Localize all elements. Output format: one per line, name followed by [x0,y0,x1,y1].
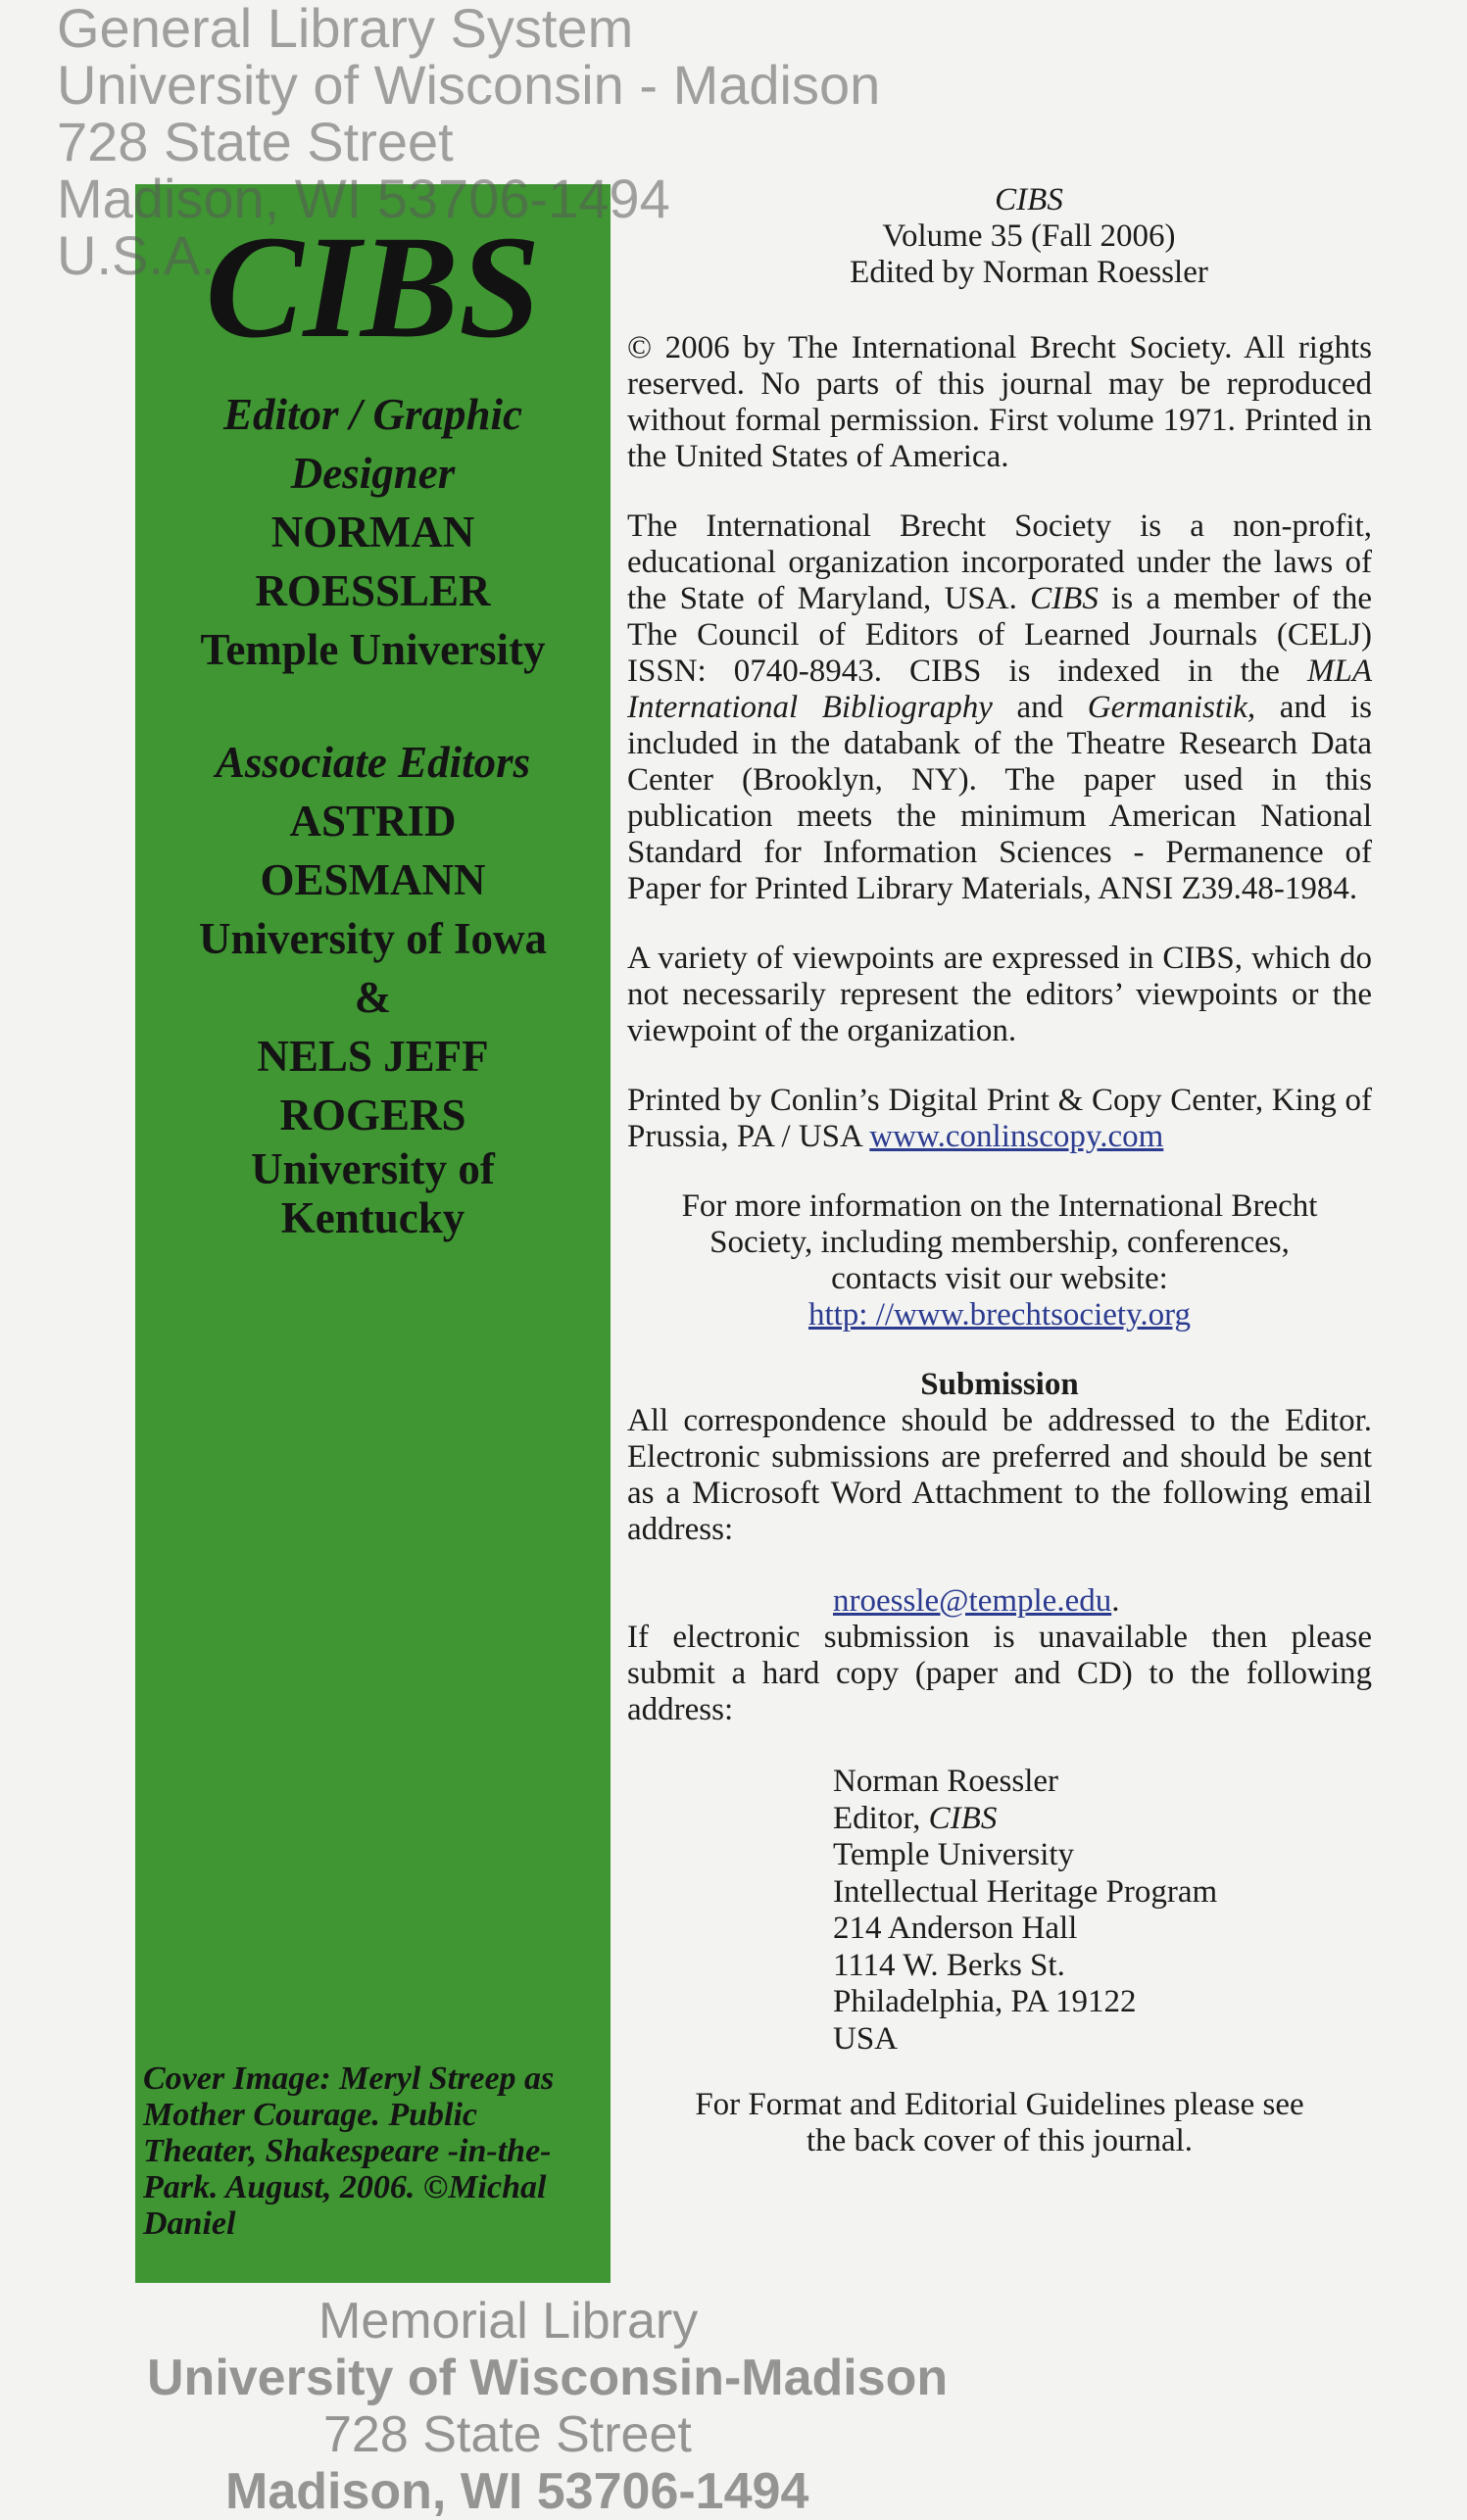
library-stamp-top [57,0,880,284]
associate-editor-2-last: ROGERS [279,1090,466,1139]
submission-text: All correspondence should be addressed to the Editor. Electronic submissions are preferred and should be sent as a Microsoft Word Attachment to the following email address: [627,1403,1372,1547]
stamp-line: Memorial Library [318,2293,699,2350]
printer-credit: Printed by Conlin’s Digital Print & Copy Center, King of Prussia, PA / USA www.conlinscopy.com [627,1083,1372,1154]
edited-by: Edited by Norman Roessler [850,255,1208,290]
editorial-sidebar [135,184,611,2283]
hardcopy-instructions: If electronic submission is unavailable then please submit a hard copy (paper and CD) to the following address: [627,1620,1372,1727]
stamp-line: University of Wisconsin-Madison [147,2350,949,2406]
editor-affiliation: Temple University [200,625,546,674]
mailing-address: Norman Roessler Editor, CIBS Temple University Intellectual Heritage Program 214 Anderson Hall 1114 W. Berks St. Philadelphia, PA 19122 USA [833,1764,1218,2057]
editor-name-last: ROESSLER [255,566,491,615]
stamp-line: General Library System [57,0,634,59]
associate-editors-role: Associate Editors [215,738,531,787]
volume-info: Volume 35 (Fall 2006) [882,218,1176,254]
society-description: The International Brecht Society is a non-profit, educational organization incorporated under the laws of the State of Maryland, USA. CIBS is a member of the The Council of Editors of Learned Journals (CELJ) ISSN: 0740-8943. CIBS is indexed in the MLA International Bibliography and Germanistik, and is included in the databank of the Theatre Research Data Center (Brooklyn, NY). The paper used in this publication meets the minimum American National Standard for Information Sciences - Permanence of Paper for Printed Library Materials, ANSI Z39.48-1984. [627,509,1372,906]
associate-editor-2-affiliation-2: Kentucky [280,1193,465,1242]
journal-name: CIBS [995,182,1063,218]
associate-editor-1-first: ASTRID [289,797,457,846]
editor-name-first: NORMAN [270,508,475,557]
copyright-notice: © 2006 by The International Brecht Society. All rights reserved. No parts of this journal may be reproduced without formal permission. First volume 1971. Printed in the United States of America. [627,330,1372,474]
stamp-line: 728 State Street [323,2406,692,2463]
stamp-line: 728 State Street [57,111,454,172]
library-stamp-bottom [147,2293,948,2520]
cover-image-caption: Cover Image: Meryl Streep as Mother Courage. Public Theater, Shakespeare -in-the-Park. August, 2006. ©Michal Daniel [143,2060,555,2242]
stamp-line: Madison, WI 53706-1494 [57,168,670,229]
ampersand: & [354,973,392,1022]
printer-website-link[interactable]: www.conlinscopy.com [869,1119,1164,1154]
editor-role: Editor / Graphic Designer [222,390,523,498]
editor-email-link[interactable]: nroessle@temple.edu [833,1583,1112,1619]
associate-editor-1-last: OESMANN [260,855,486,904]
journal-logo: CIBS [205,206,541,368]
associate-editor-2-affiliation-1: University of [251,1144,495,1193]
editor-credits [135,385,611,1242]
associate-editor-2-first: NELS JEFF [257,1032,489,1081]
submission-email: nroessle@temple.edu. [833,1583,1120,1619]
society-info: For more information on the International Brecht Society, including membership, conferences, contacts visit our website: http: //www.brechtsociety.org [681,1188,1318,1333]
stamp-line: University of Wisconsin - Madison [57,54,881,116]
viewpoints-disclaimer: A variety of viewpoints are expressed in CIBS, which do not necessarily represent the editors’ viewpoints or the viewpoint of the organization. [627,941,1372,1048]
submission-heading: Submission [920,1367,1079,1402]
stamp-line: U.S.A. [57,224,216,286]
guidelines-note: For Format and Editorial Guidelines please see the back cover of this journal. [695,2087,1304,2158]
associate-editor-1-affiliation: University of Iowa [199,914,547,963]
stamp-line: Madison, WI 53706-1494 [225,2463,809,2520]
masthead-column [627,182,1372,2159]
society-website-link[interactable]: http: //www.brechtsociety.org [807,1297,1192,1333]
